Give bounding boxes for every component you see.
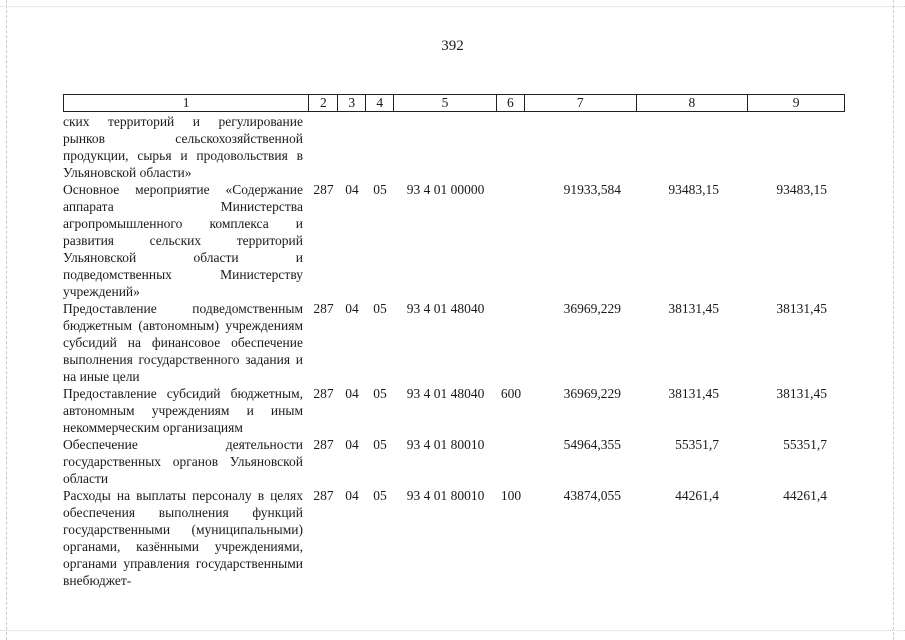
cell-amount-7: 54964,355 [563,437,621,452]
cell-amount-8: 93483,15 [668,182,719,197]
cell-section: 04 [345,386,359,401]
cell-section: 04 [345,437,359,452]
table-row [63,385,845,436]
cell-amount-8 [637,113,749,181]
scan-edge-left [6,0,8,640]
header-col-2: 2 [309,95,338,111]
cell-amount-8: 38131,45 [668,386,719,401]
cell-amount-9: 44261,4 [783,488,827,503]
cell-expense-type [497,300,525,385]
row-name: Расходы на выплаты персоналу в целях обеспечения выполнения функций государственными (муниципальными) органами, казёнными учреждениями, органами управления государственными внебюджет- [63,488,303,588]
table-body [63,113,845,589]
cell-amount-9: 55351,7 [783,437,827,452]
cell-subsection: 05 [373,437,387,452]
cell-admin-code: 287 [313,488,334,503]
cell-amount-8: 55351,7 [675,437,719,452]
page-number: 392 [441,38,464,54]
cell-target-article [394,113,497,181]
cell-subsection: 05 [373,488,387,503]
cell-amount-9: 38131,45 [776,386,827,401]
cell-amount-7 [525,113,637,181]
row-name: Предоставление субсидий бюджетным, автономным учреждениям и иным некоммерческим организациям [63,386,303,435]
row-name: Предоставление подведомственным бюджетным (автономным) учреждениям субсидий на финансовое обеспечение выполнения государственного задания и на иные цели [63,301,303,384]
scan-edge-right [893,0,895,640]
cell-expense-type [497,113,525,181]
header-col-1: 1 [64,95,309,111]
header-col-6: 6 [497,95,525,111]
cell-amount-8: 38131,45 [668,301,719,316]
cell-admin-code: 287 [313,301,334,316]
cell-amount-7: 36969,229 [563,386,621,401]
table-row [63,181,845,300]
cell-section [338,113,366,181]
cell-subsection: 05 [373,182,387,197]
table-row [63,113,845,181]
row-name: Основное мероприятие «Содержание аппарата Министерства агропромышленного комплекса и развития сельских территорий Ульяновской области и подведомственных Министерству учреждений» [63,182,303,299]
cell-target-article: 93 4 01 80010 [406,488,485,503]
header-col-5: 5 [394,95,497,111]
cell-admin-code: 287 [313,386,334,401]
cell-amount-9: 38131,45 [776,301,827,316]
cell-amount-9: 93483,15 [776,182,827,197]
scan-edge-bottom [0,630,905,632]
cell-amount-9 [749,113,845,181]
cell-target-article: 93 4 01 48040 [406,386,485,401]
cell-target-article: 93 4 01 48040 [406,301,485,316]
cell-section: 04 [345,301,359,316]
cell-admin-code [309,113,338,181]
cell-amount-7: 91933,584 [563,182,621,197]
header-col-7: 7 [525,95,637,111]
header-col-8: 8 [637,95,749,111]
row-name: Обеспечение деятельности государственных органов Ульяновской области [63,437,303,486]
table-row [63,300,845,385]
header-col-9: 9 [792,95,800,110]
cell-expense-type [497,436,525,487]
cell-amount-7: 43874,055 [563,488,621,503]
cell-admin-code: 287 [313,437,334,452]
table-header [63,94,845,112]
cell-section: 04 [345,182,359,197]
cell-amount-7: 36969,229 [563,301,621,316]
cell-admin-code: 287 [313,182,334,197]
header-col-4: 4 [366,95,394,111]
table-row [63,436,845,487]
cell-target-article: 93 4 01 80010 [406,437,485,452]
row-name: ских территорий и регулирование рынков сельскохозяйственной продукции, сырья и продовольствия в Ульяновской области» [63,114,303,180]
table-row [63,487,845,589]
cell-subsection [366,113,394,181]
cell-expense-type [497,181,525,300]
cell-amount-8: 44261,4 [675,488,719,503]
scan-edge-top [0,6,905,8]
cell-target-article: 93 4 01 00000 [406,182,485,197]
cell-expense-type: 600 [500,386,522,401]
header-col-3: 3 [338,95,366,111]
cell-expense-type: 100 [500,488,522,503]
cell-section: 04 [345,488,359,503]
cell-subsection: 05 [373,386,387,401]
cell-subsection: 05 [373,301,387,316]
